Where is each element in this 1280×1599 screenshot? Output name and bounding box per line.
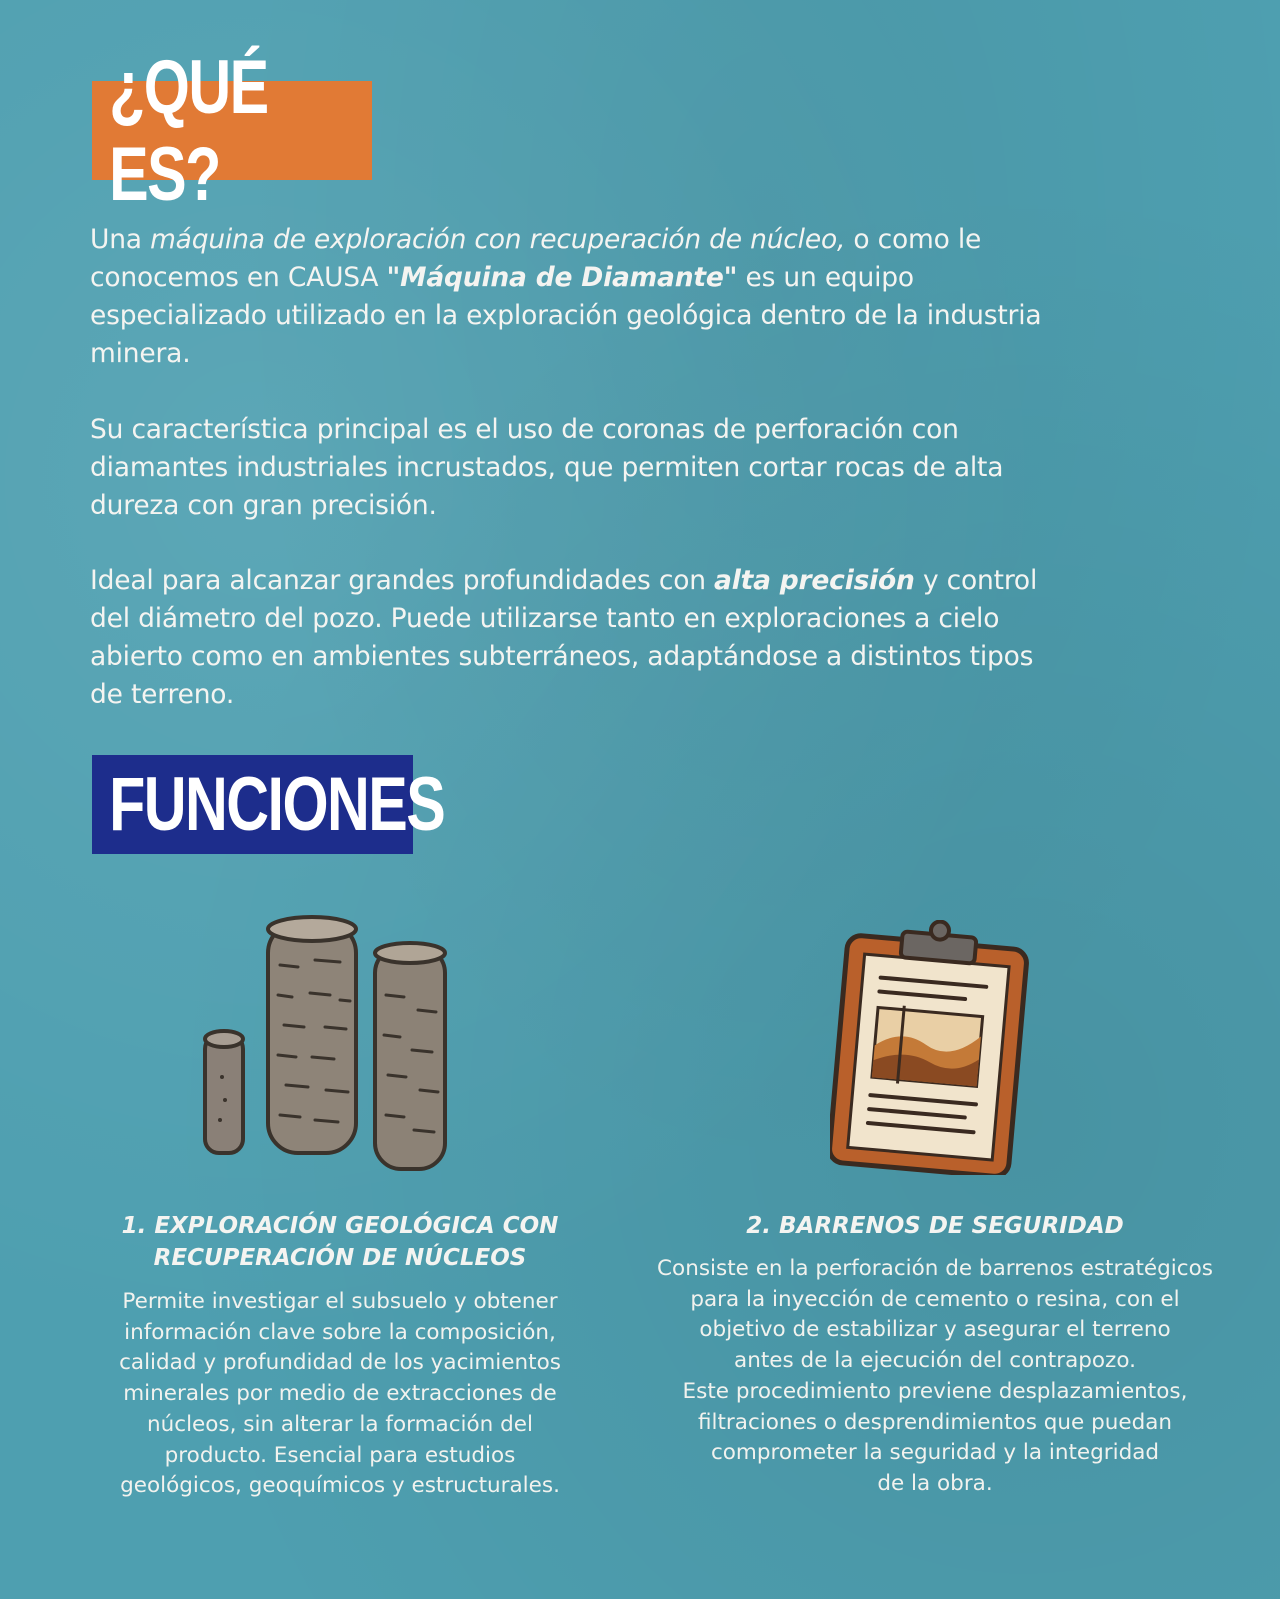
function-2-line: de la obra. <box>877 1470 993 1496</box>
que-es-heading-text: ¿QUÉ ES? <box>109 44 268 217</box>
ideal-paragraph <box>90 562 1050 714</box>
function-2-title <box>650 1210 1220 1242</box>
intro-text-a: Una <box>90 224 151 255</box>
feature-paragraph: Su característica principal es el uso de coronas de perforación con diamantes industriales incrustados, que permiten cortar rocas de alta dureza con gran precisión. <box>90 414 1004 521</box>
intro-text-italic: máquina de exploración con recuperación de núcleo, <box>150 224 846 255</box>
function-2-title-line: 2. BARRENOS DE SEGURIDAD <box>746 1213 1124 1239</box>
function-1-line: Permite investigar el subsuelo y obtener <box>122 1289 558 1314</box>
function-2-line: Este procedimiento previene desplazamientos, <box>682 1378 1188 1404</box>
intro-text-c: o como le conocemos en CAUSA <box>90 224 982 293</box>
intro-text-e: es un equipo especializado utilizado en la exploración geológica dentro de la industria minera. <box>90 262 1042 369</box>
ideal-text-c: y control del diámetro del pozo. Puede utilizarse tanto en exploraciones a cielo abierto como en ambientes subterráneos, adaptándose a distintos tipos de terreno. <box>90 565 1038 710</box>
function-2-line: filtraciones o desprendimientos que puedan <box>697 1409 1173 1435</box>
function-2-line: antes de la ejecución del contrapozo. <box>734 1348 1136 1374</box>
function-1-line: calidad y profundidad de los yacimientos <box>119 1350 561 1376</box>
function-1-line: información clave sobre la composición, <box>124 1319 556 1345</box>
rock-cores-icon <box>200 915 460 1180</box>
machine-name: "Máquina de Diamante" <box>386 262 738 293</box>
function-2-line: para la inyección de cemento o resina, con el <box>690 1286 1180 1312</box>
function-2-line: Consiste en la perforación de barrenos estratégicos <box>657 1256 1213 1281</box>
function-1-line: producto. Esencial para estudios <box>164 1442 516 1468</box>
function-1-title <box>80 1210 600 1274</box>
function-2-line: comprometer la seguridad y la integridad <box>710 1440 1160 1466</box>
function-2-line: objetivo de estabilizar y asegurar el terreno <box>699 1317 1171 1343</box>
function-1-line: núcleos, sin alterar la formación del <box>147 1411 533 1437</box>
function-2-description <box>630 1254 1240 1500</box>
function-1-line: geológicos, geoquímicos y estructurales. <box>120 1473 560 1499</box>
ideal-text-a: Ideal para alcanzar grandes profundidades con <box>90 565 715 596</box>
function-1-title-line: 1. EXPLORACIÓN GEOLÓGICA CON <box>121 1213 559 1239</box>
function-1-title-line: RECUPERACIÓN DE NÚCLEOS <box>153 1245 527 1271</box>
funciones-heading-text: FUNCIONES <box>109 762 445 847</box>
function-1-description <box>80 1287 600 1502</box>
function-1-line: minerales por medio de extracciones de <box>123 1381 557 1407</box>
que-es-heading <box>92 44 372 217</box>
ideal-highlight: alta precisión <box>714 565 915 596</box>
intro-paragraph <box>90 221 1050 373</box>
clipboard-chart-icon <box>830 920 1040 1175</box>
funciones-heading <box>92 755 445 854</box>
